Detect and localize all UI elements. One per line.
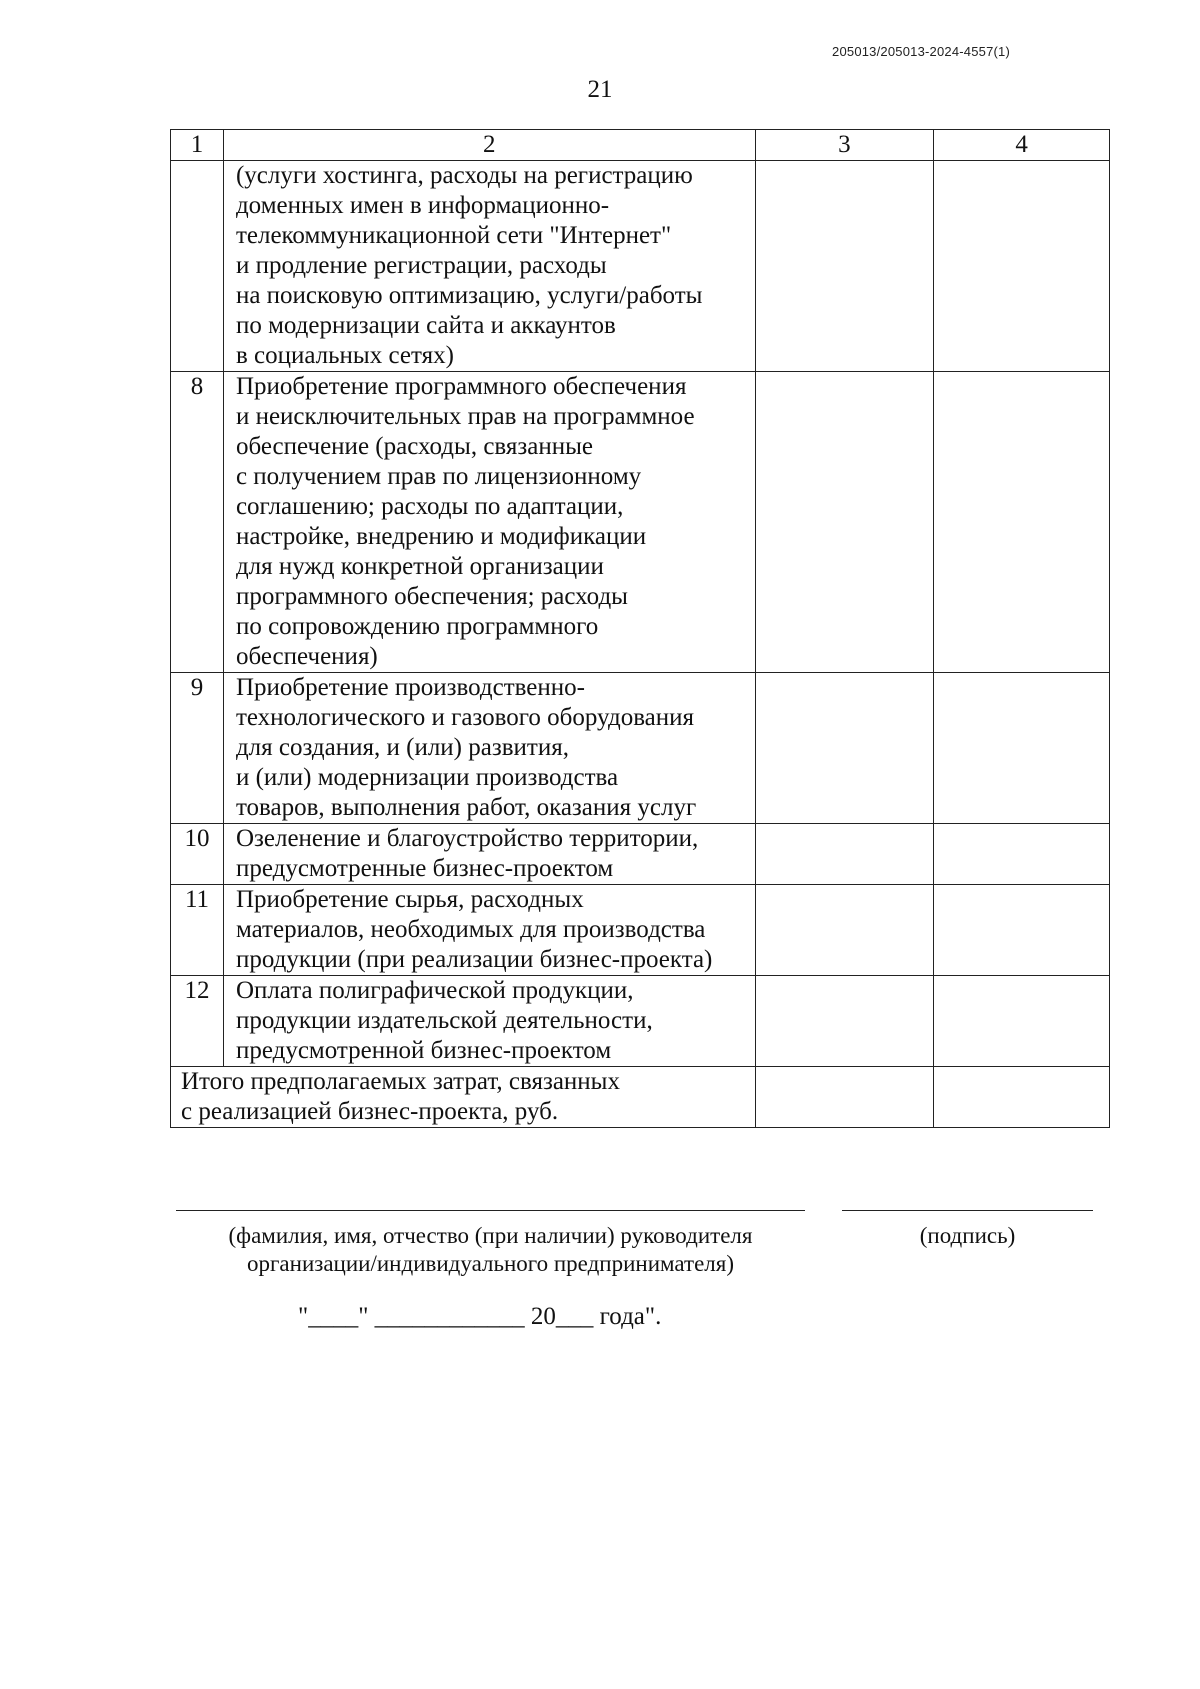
row-cell-col3 xyxy=(755,976,934,1067)
row-cell-col3 xyxy=(755,824,934,885)
page-number: 21 xyxy=(587,76,613,103)
column-header: 1 xyxy=(171,130,224,161)
row-number: 11 xyxy=(171,885,224,976)
name-signature-line xyxy=(176,1210,805,1211)
row-cell-col3 xyxy=(755,885,934,976)
row-cell-col4 xyxy=(934,372,1110,673)
column-header: 2 xyxy=(223,130,755,161)
row-cell-col4 xyxy=(934,673,1110,824)
row-cell-col4 xyxy=(934,161,1110,372)
row-number xyxy=(171,161,224,372)
row-number: 10 xyxy=(171,824,224,885)
total-row xyxy=(171,1067,1110,1128)
table-row xyxy=(171,161,1110,372)
row-description: Приобретение программного обеспечения и неисключительных прав на программное обеспечение (расходы, связанные с получением прав по лицензионному соглашению; расходы по адаптации, настройке, внедрению и модификации для нужд конкретной организации программного обеспечения; расходы по сопровождению программного обеспечения) xyxy=(223,372,755,673)
row-description: (услуги хостинга, расходы на регистрацию доменных имен в информационно- телекоммуникационной сети "Интернет" и продление регистрации, расходы на поисковую оптимизацию, услуги/работы по модернизации сайта и аккаунтов в социальных сетях) xyxy=(223,161,755,372)
row-description: Приобретение сырья, расходных материалов, необходимых для производства продукции (при реализации бизнес-проекта) xyxy=(223,885,755,976)
row-number: 8 xyxy=(171,372,224,673)
total-label: Итого предполагаемых затрат, связанных с реализацией бизнес-проекта, руб. xyxy=(171,1067,756,1128)
row-number: 9 xyxy=(171,673,224,824)
name-caption: (фамилия, имя, отчество (при наличии) руководителя организации/индивидуального предпринимателя) xyxy=(228,1223,753,1276)
signature-line xyxy=(842,1210,1093,1211)
row-cell-col4 xyxy=(934,824,1110,885)
row-description: Озеленение и благоустройство территории, предусмотренные бизнес-проектом xyxy=(223,824,755,885)
document-id: 205013/205013-2024-4557(1) xyxy=(832,44,1010,59)
table-row xyxy=(171,976,1110,1067)
table-row xyxy=(171,824,1110,885)
column-header: 3 xyxy=(755,130,934,161)
row-cell-col3 xyxy=(755,161,934,372)
column-header: 4 xyxy=(934,130,1110,161)
row-cell-col4 xyxy=(934,976,1110,1067)
row-cell-col4 xyxy=(934,885,1110,976)
table-row xyxy=(171,885,1110,976)
table-header-row xyxy=(171,130,1110,161)
signature-caption: (подпись) xyxy=(919,1223,1016,1248)
row-description: Оплата полиграфической продукции, продукции издательской деятельности, предусмотренной бизнес-проектом xyxy=(223,976,755,1067)
cost-table xyxy=(170,129,1110,1128)
table-row xyxy=(171,372,1110,673)
total-cell-col3 xyxy=(755,1067,934,1128)
row-number: 12 xyxy=(171,976,224,1067)
date-line: "____" ____________ 20___ года". xyxy=(298,1303,662,1330)
row-cell-col3 xyxy=(755,673,934,824)
row-cell-col3 xyxy=(755,372,934,673)
row-description: Приобретение производственно- технологического и газового оборудования для создания, и (или) развития, и (или) модернизации производства товаров, выполнения работ, оказания услуг xyxy=(223,673,755,824)
total-cell-col4 xyxy=(934,1067,1110,1128)
table-row xyxy=(171,673,1110,824)
